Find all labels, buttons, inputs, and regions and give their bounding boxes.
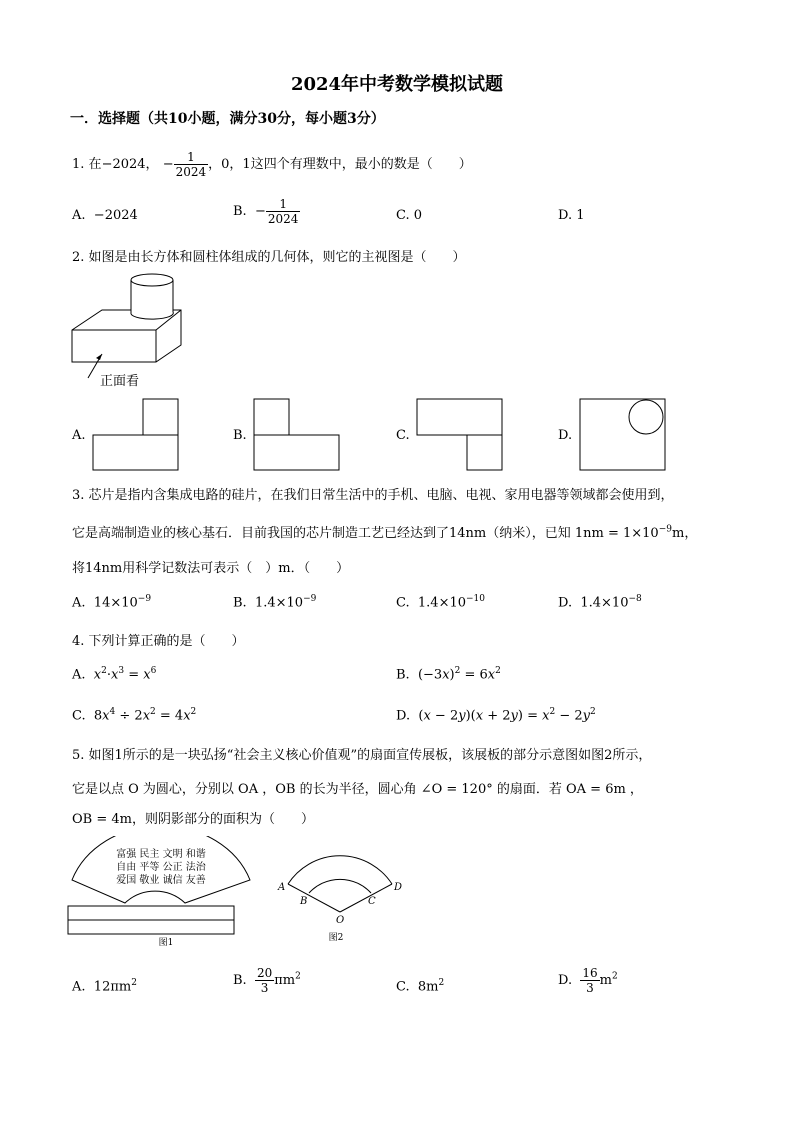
fig2-point-a: A <box>278 882 286 893</box>
q1-rest: ，0，1这四个有理数中，最小的数是（ ） <box>208 157 472 172</box>
q1-option-d[interactable]: D. 1 <box>558 208 585 223</box>
q5-figure-1 <box>66 836 256 948</box>
q3-option-c[interactable]: C. $1.4\times 10^{-10}$ <box>396 594 485 611</box>
q2-option-a-view[interactable] <box>92 398 182 472</box>
q3-line-3: 将14nm用科学记数法可表示（ ）m．（ ） <box>72 561 350 576</box>
fig1-row-2: 自由 平等 公正 法治 <box>116 862 206 873</box>
q2-option-c-label[interactable]: C. <box>396 428 410 443</box>
q3-line-1: 3. 芯片是指内含集成电路的硅片，在我们日常生活中的手机、电脑、电视、家用电器等领域都会使用到， <box>72 488 674 503</box>
fig2-point-b: B <box>300 896 308 907</box>
q1-option-b-fraction: $\frac{1}{2024}$ <box>267 197 299 226</box>
q4-option-c[interactable]: C. $8x^4 \div 2x^2 = 4x^2$ <box>72 707 197 724</box>
fig1-row-3: 爱国 敬业 诚信 友善 <box>116 875 206 886</box>
q5-option-d[interactable]: D. $\frac{16}{3}$ $m^2$ <box>558 966 618 995</box>
q4-option-b[interactable]: B. $(-3x)^2 = 6x^2$ <box>396 666 501 683</box>
question-4: 4. 下列计算正确的是（ ） <box>72 634 245 649</box>
q5-line-3: OB = 4m，则阴影部分的面积为（ ） <box>72 812 314 827</box>
q1-frac-sign: − <box>162 157 174 172</box>
q5-option-b[interactable]: B. $\frac{20}{3}$ $\pi m^2$ <box>233 966 301 995</box>
q5-option-c[interactable]: C. $8m^2$ <box>396 978 445 995</box>
q5-line-1: 5. 如图1所示的是一块弘扬“社会主义核心价值观”的扇面宣传展板，该展板的部分示意图如图2所示， <box>72 748 652 763</box>
fig1-caption: 图1 <box>158 938 174 948</box>
q1-frac-num: 1 <box>174 150 209 165</box>
q1-value-a: −2024 <box>101 157 146 172</box>
fig1-row-1: 富强 民主 文明 和谐 <box>116 849 206 860</box>
question-2: 2. 如图是由长方体和圆柱体组成的几何体，则它的主视图是（ ） <box>72 250 466 265</box>
fig2-point-o: O <box>336 915 345 926</box>
page-title: 2024年中考数学模拟试题 <box>290 74 504 95</box>
q5-line-2: 它是以点 O 为圆心，分别以 OA ，OB 的长为半径，圆心角 ∠O = 120° 的扇面．若 OA = 6m ， <box>72 782 643 797</box>
q3-option-d[interactable]: D. $1.4\times 10^{-8}$ <box>558 594 642 611</box>
q2-option-d-view[interactable] <box>579 398 669 472</box>
q3-option-a[interactable]: A. $14\times 10^{-9}$ <box>72 594 152 611</box>
q1-option-b[interactable]: B. − $\frac{1}{2024}$ <box>233 197 299 226</box>
q2-option-a-label[interactable]: A. <box>72 428 86 443</box>
q2-option-d-label[interactable]: D. <box>558 428 573 443</box>
question-1 <box>72 150 472 179</box>
q3-line-2: 它是高端制造业的核心基石．目前我国的芯片制造工艺已经达到了14nm（纳米），已知 $1nm = 1\times 10^{-9}m$， <box>72 524 698 541</box>
q3-option-b[interactable]: B. $1.4\times 10^{-9}$ <box>233 594 317 611</box>
q4-option-a[interactable]: A. $x^2\cdot x^3 = x^6$ <box>72 666 157 683</box>
q1-fraction <box>174 150 209 179</box>
q1-sep: ， <box>145 157 159 172</box>
q5-option-a[interactable]: A. $12\pi m^2$ <box>72 978 137 995</box>
fig2-caption: 图2 <box>328 933 344 943</box>
q1-frac-den: 2024 <box>175 165 207 179</box>
q2-view-label: 正面看 <box>100 374 140 389</box>
q2-option-b-label[interactable]: B. <box>233 428 247 443</box>
q1-option-a[interactable]: A. −2024 <box>72 208 138 223</box>
q2-option-b-view[interactable] <box>253 398 343 472</box>
fig2-point-d: D <box>394 882 403 893</box>
fig2-point-c: C <box>368 896 376 907</box>
q1-option-c[interactable]: C. 0 <box>396 208 423 223</box>
section-heading: 一．选择题（共10小题，满分30分，每小题3分） <box>70 111 385 127</box>
q4-option-d[interactable]: D. $(x - 2y)(x + 2y) = x^2 - 2y^2$ <box>396 707 596 724</box>
q2-option-c-view[interactable] <box>416 398 506 472</box>
q1-number: 1. <box>72 157 85 172</box>
q1-pre: 在 <box>88 157 102 172</box>
q5-figure-2 <box>276 836 406 948</box>
